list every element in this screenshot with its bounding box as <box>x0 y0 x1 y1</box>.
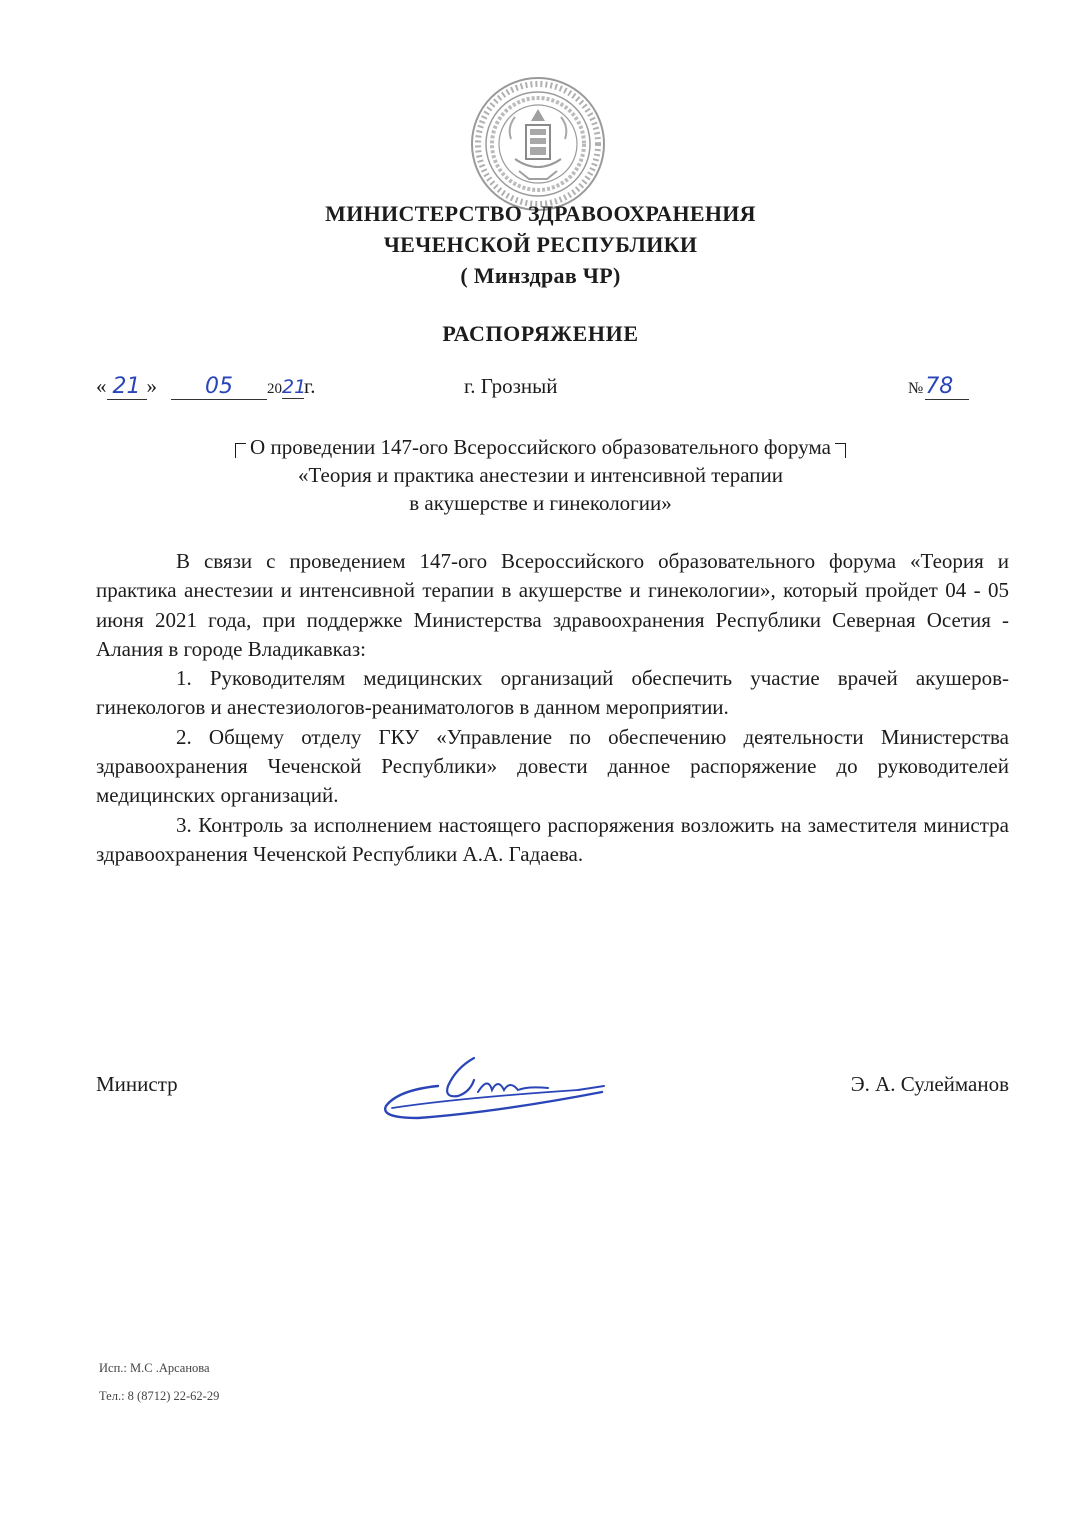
handwritten-signature <box>378 1046 608 1136</box>
executor-footer <box>99 1354 219 1410</box>
handwritten-number: 78 <box>925 374 969 400</box>
org-name-line2: ЧЕЧЕНСКОЙ РЕСПУБЛИКИ <box>383 232 698 257</box>
signatory-title: Министр <box>96 1072 178 1096</box>
document-body <box>96 547 1009 869</box>
subject-line3: в акушерстве и гинекологии» <box>409 491 672 515</box>
document-city: г. Грозный <box>464 374 558 398</box>
executor-phone: Тел.: 8 (8712) 22-62-29 <box>99 1389 220 1403</box>
document-date <box>96 374 316 400</box>
body-item-2: 2. Общему отделу ГКУ «Управление по обеспечению деятельности Министерства здравоохранения Чеченской Республики» довести данное распоряжение до руководителей медицинских организаций. <box>96 724 1009 808</box>
document-number <box>908 374 969 400</box>
document-subject <box>0 433 1081 517</box>
org-name-line1: МИНИСТЕРСТВО ЗДРАВООХРАНЕНИЯ <box>325 201 756 226</box>
org-short-name: ( Минздрав ЧР) <box>460 263 621 288</box>
subject-right-corner-mark <box>835 443 846 458</box>
number-sign: № <box>908 380 924 397</box>
quote-open: « <box>96 374 107 398</box>
subject-line1-wrapper <box>0 433 1081 461</box>
subject-left-corner-mark <box>235 443 246 458</box>
organization-header <box>0 198 1081 291</box>
subject-line2: «Теория и практика анестезии и интенсивной терапии <box>298 463 783 487</box>
executor-name: Исп.: М.С .Арсанова <box>99 1361 210 1375</box>
handwritten-year-suffix: 21 <box>282 376 307 398</box>
body-item-1: 1. Руководителям медицинских организаций обеспечить участие врачей акушеров-гинекологов и анестезиологов-реаниматологов в данном мероприятии. <box>96 666 1009 720</box>
coat-of-arms-emblem <box>469 75 607 213</box>
body-item-3: 3. Контроль за исполнением настоящего распоряжения возложить на заместителя министра здравоохранения Чеченской Республики А.А. Гадаева. <box>96 812 1009 866</box>
subject-line1: О проведении 147-ого Всероссийского образовательного форума <box>250 435 831 459</box>
document-type-title: РАСПОРЯЖЕНИЕ <box>442 321 639 346</box>
date-city-number-row <box>0 374 1081 410</box>
body-intro-paragraph: В связи с проведением 147-ого Всероссийского образовательного форума «Теория и практика анестезии и интенсивной терапии в акушерстве и гинекологии», который пройдет 04 - 05 июня 2021 года, при поддержке Министерства здравоохранения Республики Северная Осетия - Алания в городе Владикавказ: <box>96 549 1009 661</box>
signatory-name: Э. А. Сулейманов <box>850 1072 1009 1096</box>
handwritten-day: 21 <box>107 374 147 400</box>
year-prefix: 20 <box>267 381 282 397</box>
year-unit: г. <box>304 374 316 398</box>
quote-close: » <box>146 374 157 398</box>
handwritten-month: 05 <box>171 374 267 400</box>
